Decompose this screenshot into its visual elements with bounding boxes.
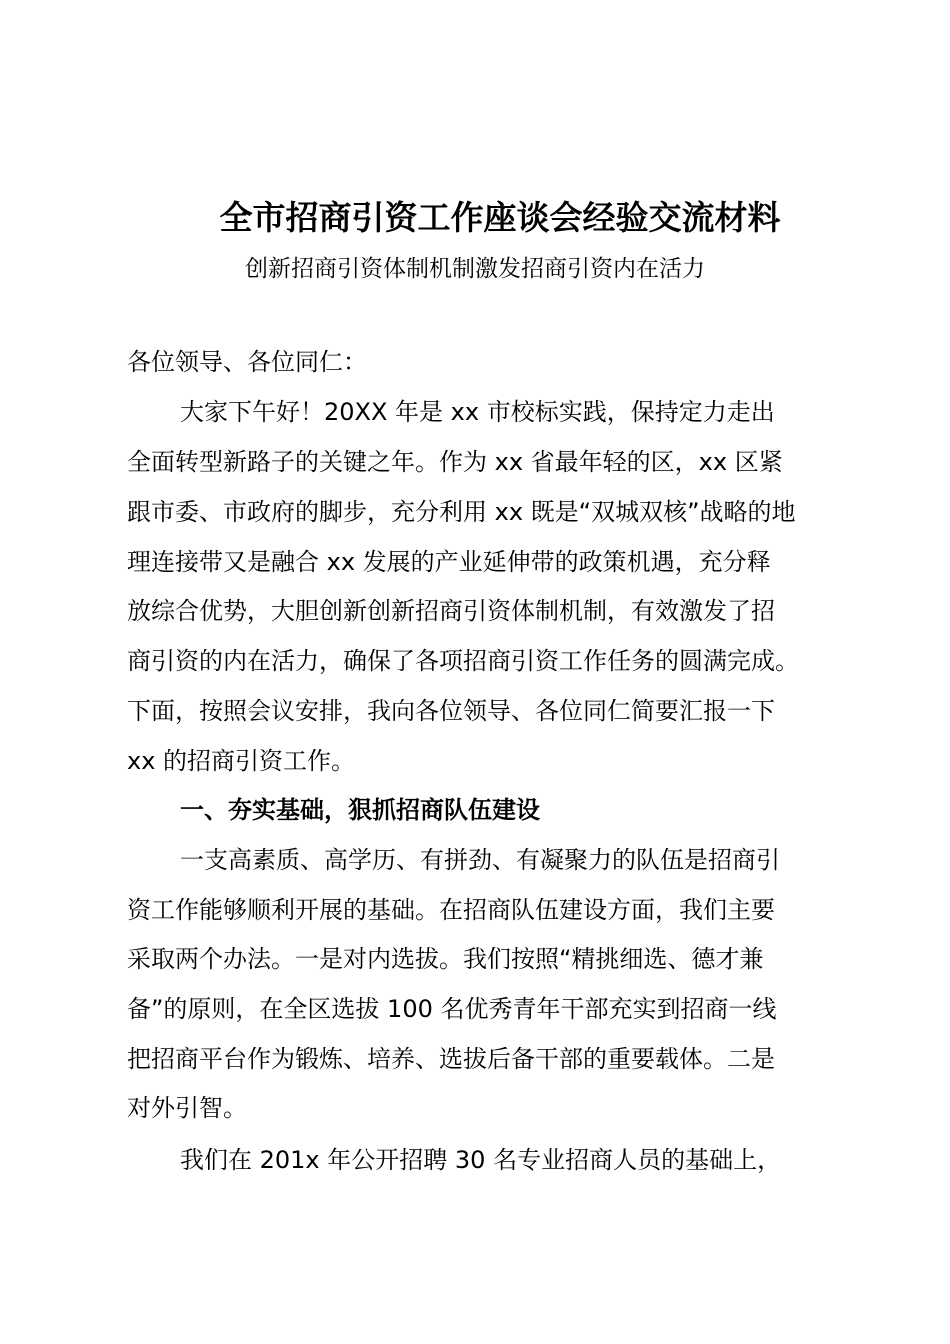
document-subtitle: 创新招商引资体制机制激发招商引资内在活力 — [245, 256, 705, 282]
paragraph-line: 放综合优势，大胆创新创新招商引资体制机制，有效激发了招 — [127, 597, 775, 625]
paragraph-line: 商引资的内在活力，确保了各项招商引资工作任务的圆满完成。 — [127, 647, 799, 675]
paragraph-line: 对外引智。 — [127, 1094, 247, 1122]
paragraph-line: 采取两个办法。一是对内选拔。我们按照“精挑细选、德才兼 — [127, 945, 764, 973]
paragraph-line: 全面转型新路子的关键之年。作为 xx 省最年轻的区，xx 区紧 — [127, 448, 783, 476]
paragraph-line: 备”的原则，在全区选拔 100 名优秀青年干部充实到招商一线 — [127, 995, 777, 1023]
paragraph-line: 大家下午好！20XX 年是 xx 市校标实践，保持定力走出 — [180, 398, 775, 426]
paragraph-line: xx 的招商引资工作。 — [127, 747, 356, 775]
greeting: 各位领导、各位同仁： — [127, 348, 367, 376]
paragraph-line: 把招商平台作为锻炼、培养、选拔后备干部的重要载体。二是 — [127, 1045, 775, 1073]
paragraph-line: 资工作能够顺利开展的基础。在招商队伍建设方面，我们主要 — [127, 896, 775, 924]
paragraph-line: 下面，按照会议安排，我向各位领导、各位同仁简要汇报一下 — [127, 697, 775, 725]
section-heading: 一、夯实基础，狠抓招商队伍建设 — [180, 796, 540, 824]
paragraph-line: 理连接带又是融合 xx 发展的产业延伸带的政策机遇，充分释 — [127, 548, 771, 576]
paragraph-line: 一支高素质、高学历、有拼劲、有凝聚力的队伍是招商引 — [180, 846, 780, 874]
document-title: 全市招商引资工作座谈会经验交流材料 — [219, 198, 781, 237]
paragraph-line: 跟市委、市政府的脚步，充分利用 xx 既是“双城双核”战略的地 — [127, 498, 796, 526]
paragraph-line: 我们在 201x 年公开招聘 30 名专业招商人员的基础上， — [180, 1146, 782, 1174]
